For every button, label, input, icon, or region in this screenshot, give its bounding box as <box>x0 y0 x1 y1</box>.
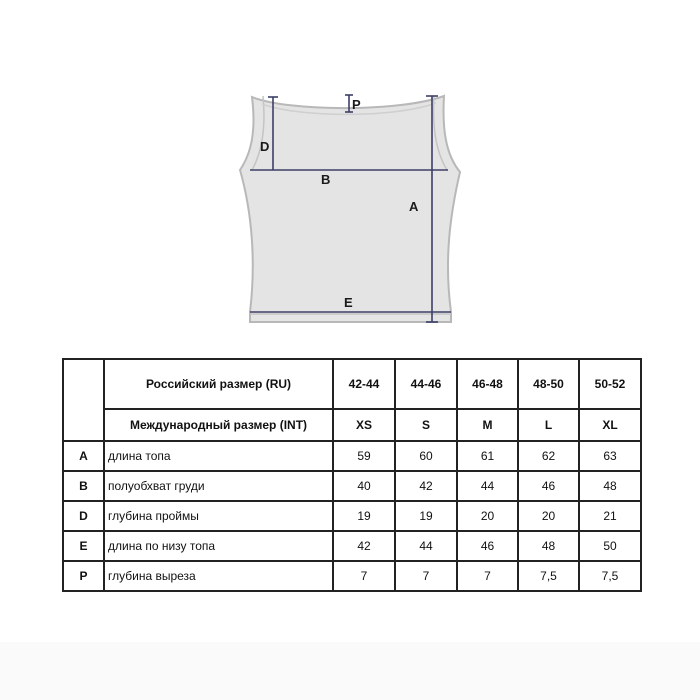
table-row <box>63 531 641 561</box>
size-int-cell: XS <box>333 409 395 441</box>
value-cell: 19 <box>333 501 395 531</box>
row-key: A <box>63 441 104 471</box>
table-row <box>63 471 641 501</box>
value-cell: 44 <box>395 531 457 561</box>
value-cell: 63 <box>579 441 641 471</box>
value-cell: 48 <box>518 531 579 561</box>
value-cell: 46 <box>457 531 518 561</box>
row-key: P <box>63 561 104 591</box>
header-row-ru <box>63 359 641 409</box>
row-label: глубина проймы <box>104 501 333 531</box>
value-cell: 42 <box>395 471 457 501</box>
value-cell: 7 <box>395 561 457 591</box>
corner-cell <box>63 359 104 441</box>
header-row-int <box>63 409 641 441</box>
value-cell: 50 <box>579 531 641 561</box>
garment-diagram <box>0 0 700 345</box>
row-key: B <box>63 471 104 501</box>
header-int-label: Международный размер (INT) <box>104 409 333 441</box>
size-chart-table <box>62 358 642 592</box>
value-cell: 62 <box>518 441 579 471</box>
value-cell: 7 <box>333 561 395 591</box>
size-int-cell: L <box>518 409 579 441</box>
value-cell: 42 <box>333 531 395 561</box>
row-label: полуобхват груди <box>104 471 333 501</box>
value-cell: 7,5 <box>579 561 641 591</box>
value-cell: 21 <box>579 501 641 531</box>
header-ru-label: Российский размер (RU) <box>104 359 333 409</box>
value-cell: 59 <box>333 441 395 471</box>
size-ru-cell: 44-46 <box>395 359 457 409</box>
value-cell: 60 <box>395 441 457 471</box>
value-cell: 19 <box>395 501 457 531</box>
table-row <box>63 441 641 471</box>
label-p: P <box>352 97 361 112</box>
size-int-cell: S <box>395 409 457 441</box>
value-cell: 20 <box>518 501 579 531</box>
value-cell: 48 <box>579 471 641 501</box>
size-int-cell: M <box>457 409 518 441</box>
value-cell: 46 <box>518 471 579 501</box>
label-b: B <box>321 172 331 187</box>
value-cell: 7,5 <box>518 561 579 591</box>
value-cell: 40 <box>333 471 395 501</box>
row-label: длина топа <box>104 441 333 471</box>
size-ru-cell: 48-50 <box>518 359 579 409</box>
label-e: E <box>344 295 353 310</box>
table-row <box>63 561 641 591</box>
value-cell: 7 <box>457 561 518 591</box>
footer-band <box>0 642 700 700</box>
size-ru-cell: 46-48 <box>457 359 518 409</box>
value-cell: 61 <box>457 441 518 471</box>
value-cell: 44 <box>457 471 518 501</box>
row-key: E <box>63 531 104 561</box>
row-label: длина по низу топа <box>104 531 333 561</box>
size-ru-cell: 50-52 <box>579 359 641 409</box>
table-row <box>63 501 641 531</box>
label-d: D <box>260 139 270 154</box>
label-a: A <box>409 199 419 214</box>
row-key: D <box>63 501 104 531</box>
size-int-cell: XL <box>579 409 641 441</box>
row-label: глубина выреза <box>104 561 333 591</box>
size-ru-cell: 42-44 <box>333 359 395 409</box>
value-cell: 20 <box>457 501 518 531</box>
